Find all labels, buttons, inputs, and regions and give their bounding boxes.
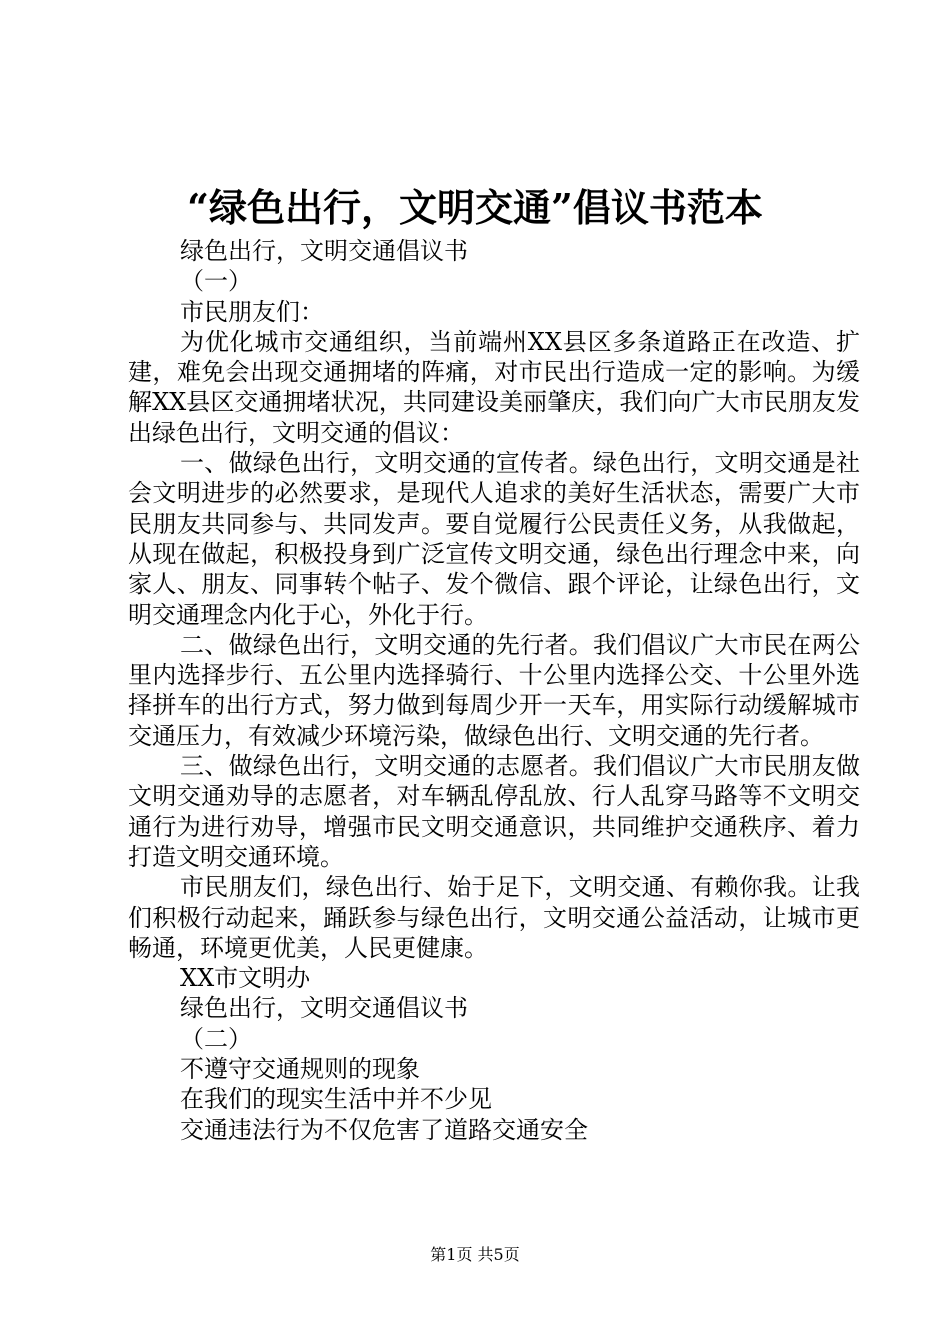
page-title: “绿色出行，文明交通”倡议书范本 [187, 185, 763, 230]
closing-paragraph: 市民朋友们，绿色出行、始于足下，文明交通、有赖你我。让我们积极行动起来，踊跃参与绿色出行，文明交通公益活动，让城市更畅通，环境更优美，人民更健康。 [128, 873, 860, 962]
section-label-2: （二） [180, 1024, 252, 1053]
signature: XX市文明办 [180, 964, 311, 993]
salutation: 市民朋友们： [180, 297, 324, 326]
point-paragraph-1: 一、做绿色出行，文明交通的宣传者。绿色出行，文明交通是社会文明进步的必然要求，是现代人追求的美好生活状态，需要广大市民朋友共同参与、共同发声。要自觉履行公民责任义务，从我做起，从现在做起，积极投身到广泛宣传文明交通，绿色出行理念中来，向家人、朋友、同事转个帖子、发个微信、跟个评论，让绿色出行，文明交通理念内化于心，外化于行。 [128, 449, 860, 629]
point-paragraph-2: 二、做绿色出行，文明交通的先行者。我们倡议广大市民在两公里内选择步行、五公里内选择骑行、十公里内选择公交、十公里外选择拼车的出行方式，努力做到每周少开一天车，用实际行动缓解城市交通压力，有效减少环境污染，做绿色出行、文明交通的先行者。 [128, 630, 860, 750]
intro-paragraph: 为优化城市交通组织，当前端州XX县区多条道路正在改造、扩建，难免会出现交通拥堵的阵痛，对市民出行造成一定的影响。为缓解XX县区交通拥堵状况，共同建设美丽肇庆，我们向广大市民朋友发出绿色出行，文明交通的倡议： [128, 327, 860, 447]
document-heading-2: 绿色出行，文明交通倡议书 [180, 994, 468, 1023]
section-label: （一） [180, 267, 252, 296]
text-line: 不遵守交通规则的现象 [180, 1055, 420, 1084]
page-footer: 第1页 共5页 [430, 1245, 520, 1264]
document-body [128, 236, 860, 1145]
document-heading: 绿色出行，文明交通倡议书 [180, 237, 468, 265]
point-paragraph-3: 三、做绿色出行，文明交通的志愿者。我们倡议广大市民朋友做文明交通劝导的志愿者，对车辆乱停乱放、行人乱穿马路等不文明交通行为进行劝导，增强市民文明交通意识，共同维护交通秩序、着力打造文明交通环境。 [128, 752, 860, 871]
text-line: 交通违法行为不仅危害了道路交通安全 [180, 1115, 588, 1144]
text-line: 在我们的现实生活中并不少见 [180, 1085, 492, 1114]
